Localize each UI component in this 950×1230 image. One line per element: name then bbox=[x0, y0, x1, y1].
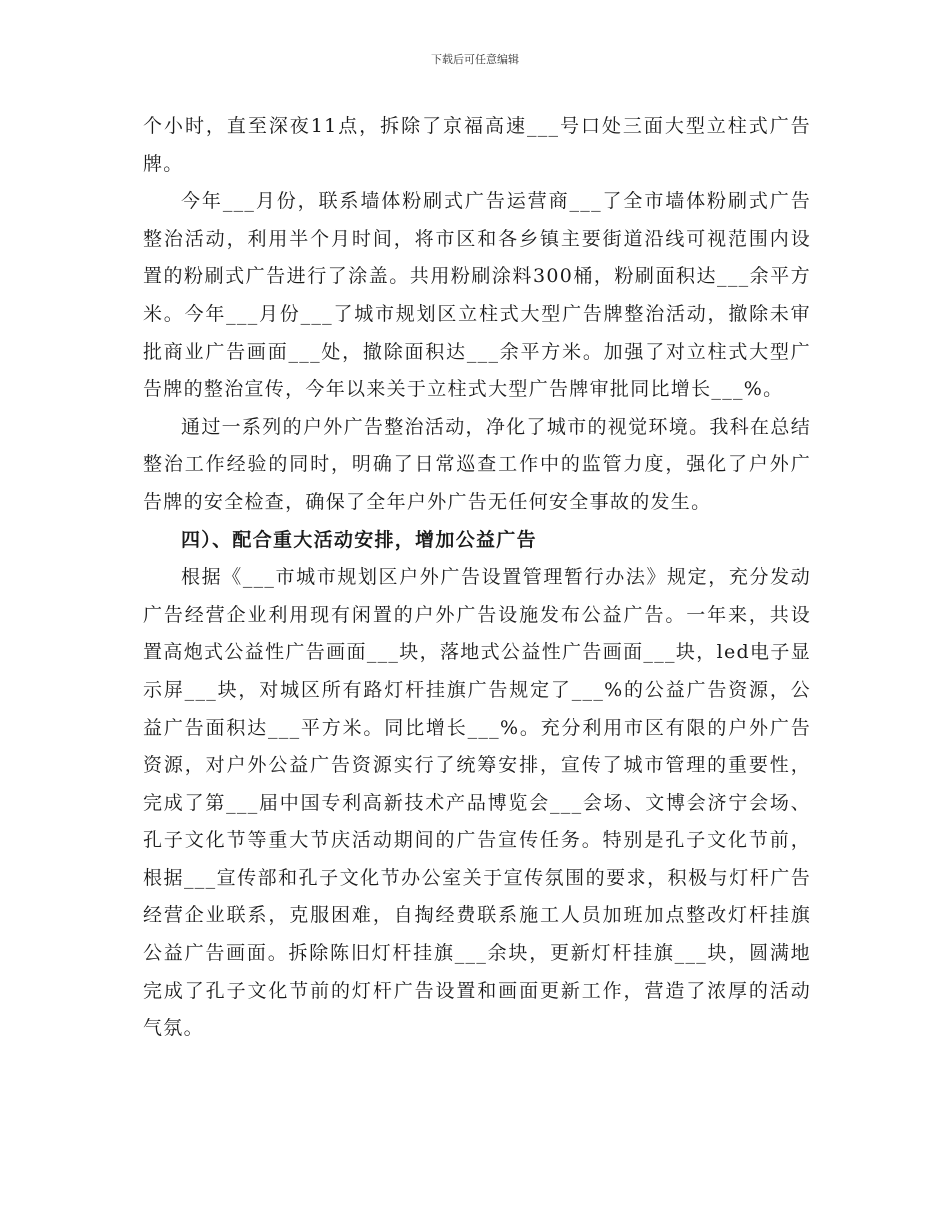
paragraph-wall-ads: 今年___月份，联系墙体粉刷式广告运营商___了全市墙体粉刷式广告整治活动，利用半个月时间，将市区和各乡镇主要街道沿线可视范围内设置的粉刷式广告进行了涂盖。共用粉刷涂料300桶，粉刷面积达___余平方米。今年___月份___了城市规划区立柱式大型广告牌整治活动，撤除未审批商业广告画面___处，撤除面积达___余平方米。加强了对立柱式大型广告牌的整治宣传，今年以来关于立柱式大型广告牌审批同比增长___%。 bbox=[143, 190, 811, 401]
paragraph-summary: 通过一系列的户外广告整治活动，净化了城市的视觉环境。我科在总结整治工作经验的同时，明确了日常巡查工作中的监管力度，强化了户外广告牌的安全检查，确保了全年户外广告无任何安全事故的发生。 bbox=[143, 415, 811, 513]
document-body bbox=[143, 108, 811, 1048]
page-header: 下载后可任意编辑 bbox=[431, 53, 519, 66]
paragraph-continuation: 个小时，直至深夜11点，拆除了京福高速___号口处三面大型立柱式广告牌。 bbox=[143, 115, 811, 175]
paragraph-public-ads: 根据《___市城市规划区户外广告设置管理暂行办法》规定，充分发动广告经营企业利用现有闲置的户外广告设施发布公益广告。一年来，共设置高炮式公益性广告画面___块，落地式公益性广告画面___块，led电子显示屏___块，对城区所有路灯杆挂旗广告规定了___%的公益广告资源，公益广告面积达___平方米。同比增长___%。充分利用市区有限的户外广告资源，对户外公益广告资源实行了统筹安排，宣传了城市管理的重要性，完成了第___届中国专利高新技术产品博览会___会场、文博会济宁会场、孔子文化节等重大节庆活动期间的广告宣传任务。特别是孔子文化节前，根据___宣传部和孔子文化节办公室关于宣传氛围的要求，积极与灯杆广告经营企业联系，克服困难，自掏经费联系施工人员加班加点整改灯杆挂旗公益广告画面。拆除陈旧灯杆挂旗___余块，更新灯杆挂旗___块，圆满地完成了孔子文化节前的灯杆广告设置和画面更新工作，营造了浓厚的活动气氛。 bbox=[143, 566, 811, 1040]
section-heading: 四）、配合重大活动安排，增加公益广告 bbox=[181, 528, 537, 551]
